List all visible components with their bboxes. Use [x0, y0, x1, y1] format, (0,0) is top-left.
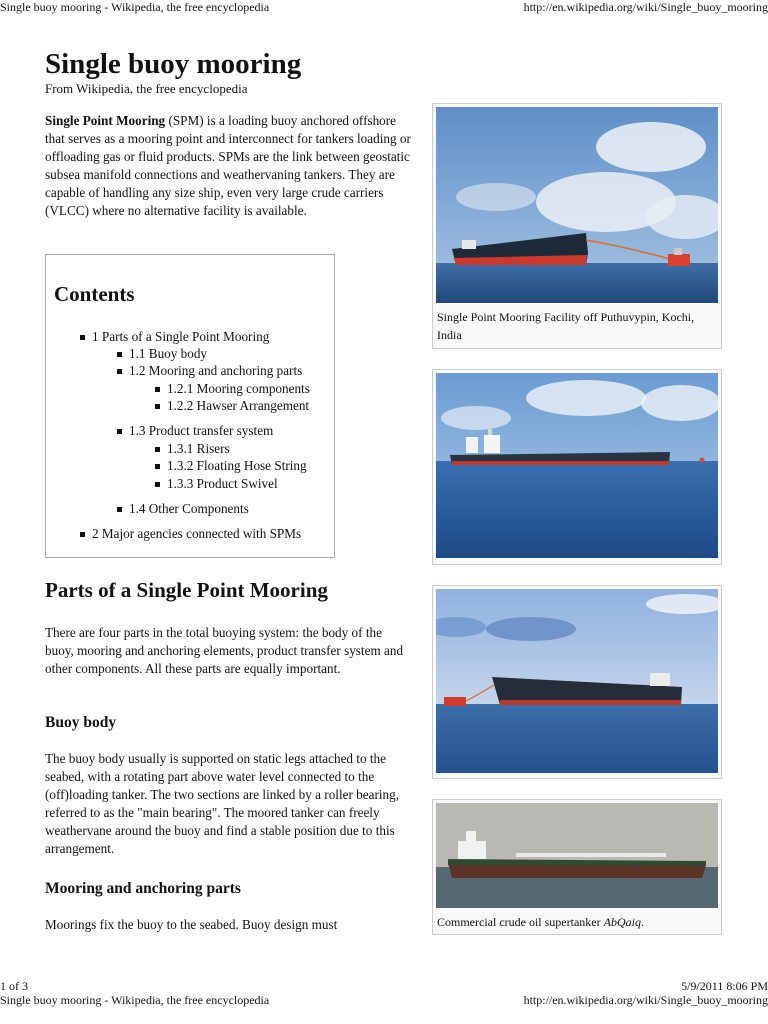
toc-link[interactable]: 2 Major agencies connected with SPMs: [92, 526, 302, 541]
parts-paragraph: There are four parts in the total buoying system: the body of the buoy, mooring and anchoring elements, product transfer system and other components. All these parts are equally important.: [45, 625, 404, 676]
caption-prefix: Commercial crude oil supertanker: [437, 915, 604, 929]
subsection-heading-mooring: Mooring and anchoring parts: [45, 880, 241, 897]
photo-supertanker[interactable]: [436, 803, 718, 908]
toc-link[interactable]: 1.3 Product transfer system: [129, 423, 274, 438]
section-heading-parts: Parts of a Single Point Mooring: [45, 578, 328, 602]
figure-supertanker-abqaiq: [432, 799, 722, 935]
toc-link[interactable]: 1.1 Buoy body: [129, 346, 208, 361]
toc-link[interactable]: 1.4 Other Components: [129, 501, 249, 516]
ship-name: AbQaiq: [603, 915, 641, 929]
buoy-body-paragraph: The buoy body usually is supported on static legs attached to the seabed, with a rotating part above water level connected to the (off)loading tanker. The two sections are linked by a roller bearing, referred to as the "main bearing". The moored tanker can freely weathervane around the buoy and find a stable position due to this arrangement.: [45, 751, 399, 856]
toc-link[interactable]: 1 Parts of a Single Point Mooring: [92, 329, 270, 344]
toc-link[interactable]: 1.2 Mooring and anchoring parts: [129, 363, 303, 378]
photo-tanker-open-sea[interactable]: [436, 373, 718, 558]
table-of-contents: [45, 254, 335, 558]
page-subtitle: From Wikipedia, the free encyclopedia: [45, 81, 248, 96]
toc-link[interactable]: 1.2.2 Hawser Arrangement: [167, 398, 310, 413]
footer-timestamp: 5/9/2011 8:06 PM: [681, 979, 768, 993]
caption-suffix: .: [640, 915, 644, 929]
toc-link[interactable]: 1.3.2 Floating Hose String: [167, 458, 307, 473]
toc-link[interactable]: 1.2.1 Mooring components: [167, 381, 310, 396]
page-title: Single buoy mooring: [45, 48, 302, 80]
footer-page-title: Single buoy mooring - Wikipedia, the free encyclopedia: [0, 993, 270, 1007]
figure-caption: [433, 911, 721, 935]
intro-paragraph: [45, 112, 413, 220]
subsection-heading-buoy-body: Buoy body: [45, 714, 117, 731]
footer-url: http://en.wikipedia.org/wiki/Single_buoy_mooring: [523, 993, 768, 1007]
toc-title: Contents: [54, 282, 135, 306]
photo-tanker-with-hawser[interactable]: [436, 589, 718, 773]
header-page-title: Single buoy mooring - Wikipedia, the free encyclopedia: [0, 0, 270, 14]
figure-caption: Single Point Mooring Facility off Puthuvypin, Kochi, India: [437, 310, 695, 342]
toc-link[interactable]: 1.3.1 Risers: [167, 441, 230, 456]
intro-term: Single Point Mooring: [45, 113, 166, 128]
intro-text: (SPM) is a loading buoy anchored offshore that serves as a mooring point and interconnect for tankers loading or offloading gas or fluid products. SPMs are the link between geostatic subsea manifold connections and weathervaning tankers. They are capable of handling any size ship, even very large crude carriers (VLCC) where no alternative facility is available.: [45, 113, 411, 218]
footer-page-count: 1 of 3: [0, 979, 28, 993]
photo-tanker-at-buoy[interactable]: [436, 107, 718, 303]
figure-tanker-2: [432, 369, 722, 565]
toc-link[interactable]: 1.3.3 Product Swivel: [167, 476, 278, 491]
mooring-paragraph: Moorings fix the buoy to the seabed. Buoy design must: [45, 917, 338, 932]
figure-tanker-3: [432, 585, 722, 779]
figure-spm-kochi: [432, 103, 722, 349]
header-url: http://en.wikipedia.org/wiki/Single_buoy_mooring: [523, 0, 768, 14]
